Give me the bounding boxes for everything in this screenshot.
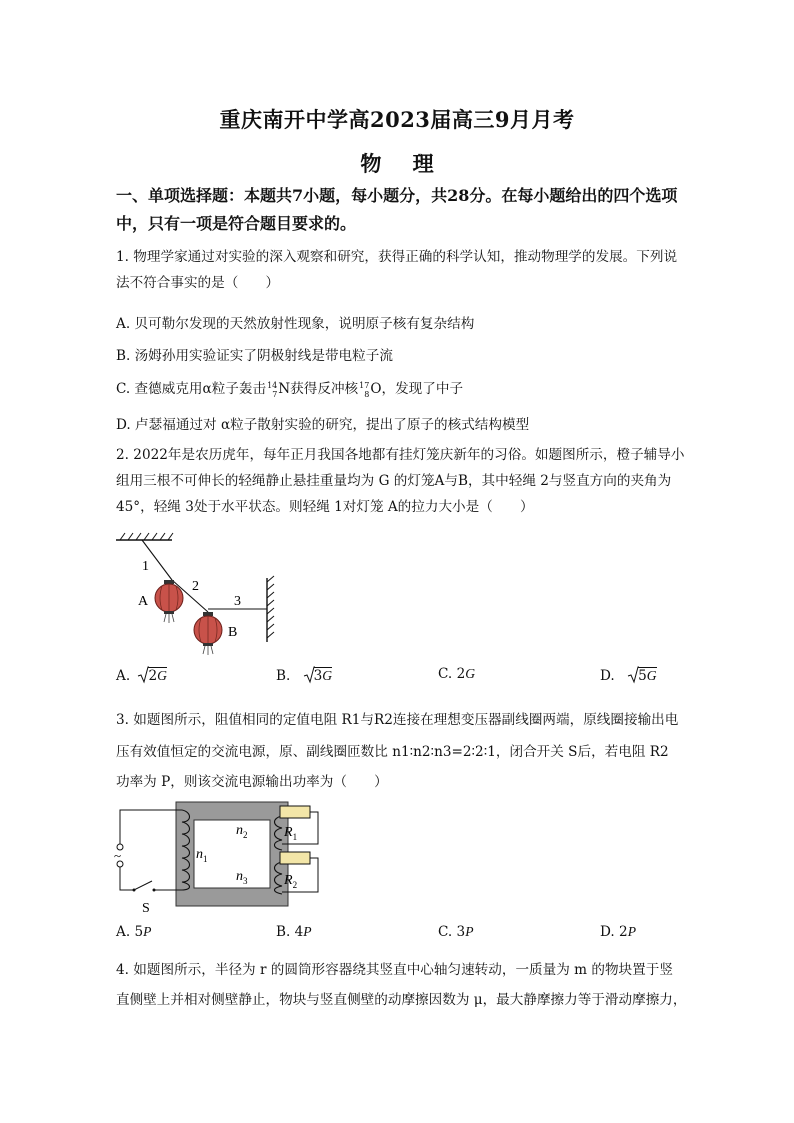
page-title: 重庆南开中学高2023届高三9月月考	[219, 107, 575, 132]
label-n3: $n_3$	[236, 869, 248, 886]
question-4-line-2: 直侧壁上并相对侧壁静止，物块与竖直侧壁的动摩擦因数为 μ，最大静摩擦力等于滑动摩擦力，	[116, 992, 687, 1008]
label-lantern-b: B	[228, 625, 238, 640]
question-3-stem-line-2: 压有效值恒定的交流电源，原、副线圈匝数比 n1∶n2∶n3=2∶2∶1，闭合开关 S后，若电阻 R2	[116, 744, 669, 760]
label-rope-2: 2	[192, 579, 199, 594]
question-2-option-a: A. 2G	[116, 668, 167, 684]
resistor-r2	[280, 852, 310, 864]
label-rope-3: 3	[234, 594, 241, 609]
question-4-line-1: 4. 如题图所示，半径为 r 的圆筒形容器绕其竖直中心轴匀速转动，一质量为 m 的物块置于竖	[116, 962, 673, 978]
lantern-b	[194, 612, 222, 655]
label-n2: $n_2$	[236, 823, 248, 840]
question-2-option-b: B. 3G	[276, 668, 333, 684]
resistor-r1	[280, 806, 310, 818]
nuclide-n14: 14 7	[267, 380, 278, 399]
subject-title: 物 理	[360, 151, 434, 176]
question-1-option-c: C. 查德威克用α粒子轰击 14 7 N获得反冲核 17 8 O，发现了中子	[116, 380, 464, 399]
question-2-option-c: C. 2G	[438, 666, 476, 682]
ac-source-icon: ~	[114, 848, 122, 863]
question-3-stem-line-1: 3. 如题图所示，阻值相同的定值电阻 R1与R2连接在理想变压器副线圈两端，原线圈接输出电	[116, 712, 679, 728]
label-r2: $R_2$	[284, 873, 298, 890]
lantern-figure	[112, 530, 292, 660]
label-switch-s: S	[142, 901, 150, 916]
question-3-stem-line-3: 功率为 P，则该交流电源输出功率为（ ）	[116, 774, 388, 790]
question-3-option-c: C. 3P	[438, 924, 474, 940]
question-1-option-d: D. 卢瑟福通过对 α粒子散射实验的研究，提出了原子的核式结构模型	[116, 417, 530, 433]
section-heading: 一、单项选择题：本题共7小题，每小题分，共28分。在每小题给出的四个选项中，只有一项是符合题目要求的。	[116, 186, 678, 233]
question-3-option-b: B. 4P	[276, 924, 312, 940]
question-2-option-d: D. 5G	[600, 668, 657, 684]
wall-hatch	[267, 576, 274, 638]
question-1-stem: 1. 物理学家通过对实验的深入观察和研究，获得正确的科学认知，推动物理学的发展。下列说法不符合事实的是（ ）	[116, 249, 678, 291]
question-1-option-a: A. 贝可勒尔发现的天然放射性现象，说明原子核有复杂结构	[116, 316, 475, 332]
ceiling-hatch	[120, 533, 173, 540]
label-n1: $n_1$	[196, 847, 208, 864]
question-3-option-d: D. 2P	[600, 924, 637, 940]
nuclide-o17: 17 8	[359, 380, 370, 399]
question-3-option-a: A. 5P	[116, 924, 152, 940]
label-lantern-a: A	[138, 594, 149, 609]
switch-s	[134, 881, 152, 890]
label-rope-1: 1	[142, 559, 149, 574]
transformer-figure	[112, 800, 328, 916]
question-2-stem: 2. 2022年是农历虎年，每年正月我国各地都有挂灯笼庆新年的习俗。如题图所示，橙子辅导小组用三根不可伸长的轻绳静止悬挂重量均为 G 的灯笼A与B，其中轻绳 2与竖直方向的夹角为45°，轻绳 3处于水平状态。则轻绳 1对灯笼 A的拉力大小是（ ）	[116, 447, 685, 515]
label-r1: $R_1$	[284, 825, 298, 842]
question-1-option-b: B. 汤姆孙用实验证实了阴极射线是带电粒子流	[116, 348, 393, 364]
